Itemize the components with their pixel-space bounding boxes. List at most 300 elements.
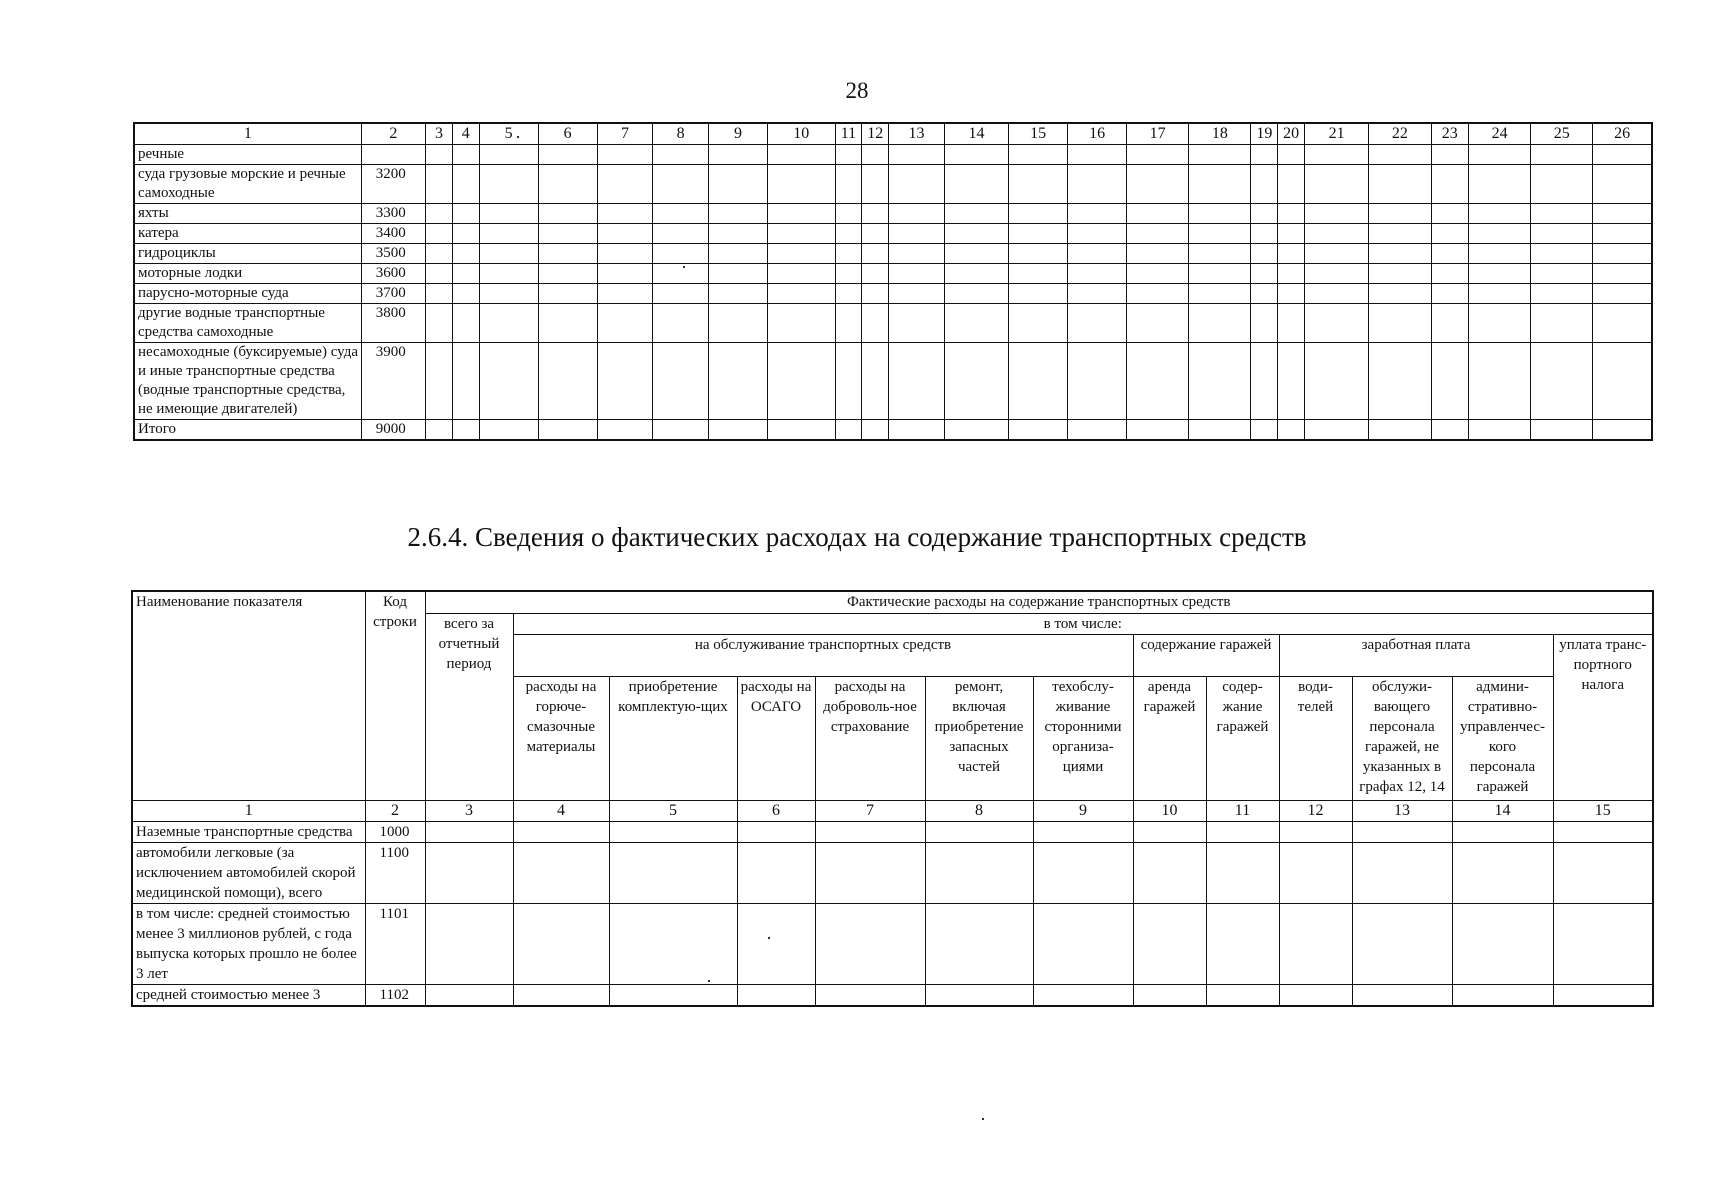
data-cell	[538, 224, 597, 244]
data-cell	[925, 984, 1033, 1006]
data-cell	[1553, 842, 1653, 903]
data-cell	[452, 284, 479, 304]
data-cell	[862, 224, 889, 244]
data-cell	[1133, 821, 1206, 842]
data-cell	[538, 165, 597, 204]
data-cell	[768, 165, 836, 204]
scan-speck	[982, 1118, 984, 1120]
data-cell	[597, 304, 653, 343]
data-cell	[1278, 264, 1305, 284]
data-cell	[1009, 264, 1068, 284]
data-cell	[653, 165, 709, 204]
data-cell	[737, 821, 815, 842]
column-number: 9	[1033, 800, 1133, 821]
table-row	[134, 264, 1652, 284]
data-cell	[1369, 165, 1431, 204]
column-number: 24	[1469, 123, 1531, 145]
data-cell	[1452, 821, 1553, 842]
data-cell	[709, 420, 768, 441]
transport-table-continued	[133, 122, 1653, 441]
data-cell	[944, 224, 1008, 244]
data-cell	[709, 165, 768, 204]
data-cell	[538, 420, 597, 441]
column-number: 7	[815, 800, 925, 821]
data-cell	[709, 304, 768, 343]
data-cell	[1305, 264, 1369, 284]
data-cell	[609, 842, 737, 903]
data-cell	[1593, 244, 1652, 264]
data-cell	[1431, 264, 1469, 284]
column-number: 25	[1531, 123, 1593, 145]
column-number: 26	[1593, 123, 1652, 145]
data-cell	[1369, 420, 1431, 441]
table-row	[134, 420, 1652, 441]
header-row-code: Код строки	[365, 591, 425, 800]
data-cell	[1278, 204, 1305, 224]
data-cell	[1068, 264, 1127, 284]
data-cell	[1068, 165, 1127, 204]
row-code: 3600	[361, 264, 425, 284]
column-number: 20	[1278, 123, 1305, 145]
data-cell	[426, 343, 453, 420]
data-cell	[1251, 204, 1278, 224]
data-cell	[1431, 204, 1469, 224]
table-row	[134, 244, 1652, 264]
data-cell	[1305, 145, 1369, 165]
data-cell	[653, 264, 709, 284]
data-cell	[597, 343, 653, 420]
data-cell	[862, 343, 889, 420]
data-cell	[426, 284, 453, 304]
data-cell	[709, 224, 768, 244]
data-cell	[1127, 244, 1189, 264]
data-cell	[1469, 165, 1531, 204]
data-cell	[426, 145, 453, 165]
header-garage-rent: аренда гаражей	[1133, 676, 1206, 800]
header-osago: расходы на ОСАГО	[737, 676, 815, 800]
data-cell	[597, 420, 653, 441]
data-cell	[479, 304, 538, 343]
column-number: 1	[132, 800, 365, 821]
data-cell	[835, 244, 862, 264]
data-cell	[1469, 204, 1531, 224]
data-cell	[944, 284, 1008, 304]
data-cell	[597, 165, 653, 204]
data-cell	[597, 244, 653, 264]
column-number: 11	[835, 123, 862, 145]
data-cell	[1251, 165, 1278, 204]
column-number: 2	[365, 800, 425, 821]
data-cell	[597, 284, 653, 304]
data-cell	[1452, 903, 1553, 984]
data-cell	[1278, 244, 1305, 264]
data-cell	[889, 224, 945, 244]
data-cell	[452, 244, 479, 264]
data-cell	[479, 420, 538, 441]
data-cell	[1127, 264, 1189, 284]
header-indicator-name: Наименование показателя	[132, 591, 365, 800]
data-cell	[1127, 204, 1189, 224]
data-cell	[653, 284, 709, 304]
header-garage-content: содер-жание гаражей	[1206, 676, 1279, 800]
row-code: 3300	[361, 204, 425, 224]
row-name: средней стоимостью менее 3	[132, 984, 365, 1006]
table-row	[132, 821, 1653, 842]
table-row	[134, 284, 1652, 304]
data-cell	[1369, 264, 1431, 284]
row-name: парусно-моторные суда	[134, 284, 361, 304]
column-number: 16	[1068, 123, 1127, 145]
data-cell	[768, 420, 836, 441]
data-cell	[1531, 304, 1593, 343]
data-cell	[1189, 284, 1251, 304]
data-cell	[1369, 244, 1431, 264]
data-cell	[452, 264, 479, 284]
data-cell	[768, 304, 836, 343]
data-cell	[653, 204, 709, 224]
column-number: 17	[1127, 123, 1189, 145]
data-cell	[1251, 224, 1278, 244]
data-cell	[835, 204, 862, 224]
data-cell	[1279, 842, 1352, 903]
row-code: 3800	[361, 304, 425, 343]
data-cell	[768, 204, 836, 224]
data-cell	[653, 145, 709, 165]
data-cell	[1278, 165, 1305, 204]
data-cell	[1593, 304, 1652, 343]
data-cell	[1279, 984, 1352, 1006]
row-name: яхты	[134, 204, 361, 224]
data-cell	[1531, 145, 1593, 165]
data-cell	[1352, 984, 1452, 1006]
data-cell	[1305, 224, 1369, 244]
data-cell	[1305, 165, 1369, 204]
data-cell	[768, 284, 836, 304]
row-code: 1100	[365, 842, 425, 903]
data-cell	[768, 244, 836, 264]
data-cell	[815, 903, 925, 984]
data-cell	[1469, 304, 1531, 343]
header-garage-upkeep: содержание гаражей	[1133, 634, 1279, 676]
row-code: 3400	[361, 224, 425, 244]
scan-speck	[708, 980, 710, 982]
data-cell	[1593, 284, 1652, 304]
data-cell	[452, 420, 479, 441]
data-cell	[835, 224, 862, 244]
data-cell	[1009, 204, 1068, 224]
data-cell	[768, 264, 836, 284]
data-cell	[1305, 420, 1369, 441]
data-cell	[1009, 224, 1068, 244]
row-name: несамоходные (буксируемые) суда и иные транспортные средства (водные транспортные средства, не имеющие двигателей)	[134, 343, 361, 420]
data-cell	[925, 903, 1033, 984]
column-number: 12	[862, 123, 889, 145]
data-cell	[1127, 420, 1189, 441]
data-cell	[1431, 224, 1469, 244]
data-cell	[1009, 284, 1068, 304]
row-code: 3500	[361, 244, 425, 264]
data-cell	[597, 145, 653, 165]
data-cell	[1531, 420, 1593, 441]
data-cell	[1352, 842, 1452, 903]
data-cell	[1369, 145, 1431, 165]
data-cell	[1553, 984, 1653, 1006]
data-cell	[1068, 343, 1127, 420]
column-number: 6	[538, 123, 597, 145]
data-cell	[1189, 420, 1251, 441]
data-cell	[479, 224, 538, 244]
data-cell	[653, 420, 709, 441]
header-salary: заработная плата	[1279, 634, 1553, 676]
data-cell	[1189, 304, 1251, 343]
data-cell	[513, 821, 609, 842]
scan-speck	[683, 266, 685, 268]
data-cell	[709, 343, 768, 420]
data-cell	[1009, 304, 1068, 343]
data-cell	[425, 821, 513, 842]
data-cell	[889, 145, 945, 165]
header-service: на обслуживание транспортных средств	[513, 634, 1133, 676]
data-cell	[538, 204, 597, 224]
column-number: 4	[452, 123, 479, 145]
data-cell	[426, 204, 453, 224]
data-cell	[1369, 224, 1431, 244]
data-cell	[737, 984, 815, 1006]
header-repair: ремонт, включая приобретение запасных частей	[925, 676, 1033, 800]
data-cell	[1033, 821, 1133, 842]
data-cell	[1127, 224, 1189, 244]
data-cell	[944, 244, 1008, 264]
data-cell	[1127, 343, 1189, 420]
data-cell	[1251, 145, 1278, 165]
data-cell	[1452, 984, 1553, 1006]
data-cell	[944, 165, 1008, 204]
data-cell	[513, 903, 609, 984]
data-cell	[426, 165, 453, 204]
header-maintenance: техобслу-живание сторонними организа-циями	[1033, 676, 1133, 800]
data-cell	[1251, 420, 1278, 441]
data-cell	[1068, 244, 1127, 264]
data-cell	[479, 264, 538, 284]
data-cell	[815, 842, 925, 903]
data-cell	[944, 420, 1008, 441]
data-cell	[1009, 343, 1068, 420]
column-number: 21	[1305, 123, 1369, 145]
data-cell	[862, 304, 889, 343]
table-row	[134, 343, 1652, 420]
data-cell	[1278, 284, 1305, 304]
data-cell	[653, 244, 709, 264]
data-cell	[452, 145, 479, 165]
data-cell	[1009, 244, 1068, 264]
data-cell	[1531, 244, 1593, 264]
row-name: автомобили легковые (за исключением автомобилей скорой медицинской помощи), всего	[132, 842, 365, 903]
section-title: 2.6.4. Сведения о фактических расходах на содержание транспортных средств	[407, 522, 1307, 552]
column-number: 5	[609, 800, 737, 821]
data-cell	[1469, 284, 1531, 304]
data-cell	[1189, 244, 1251, 264]
data-cell	[1531, 343, 1593, 420]
data-cell	[1127, 165, 1189, 204]
data-cell	[835, 264, 862, 284]
data-cell	[479, 165, 538, 204]
column-number: 2	[361, 123, 425, 145]
data-cell	[538, 284, 597, 304]
data-cell	[609, 821, 737, 842]
data-cell	[1133, 842, 1206, 903]
table-row	[134, 304, 1652, 343]
data-cell	[425, 984, 513, 1006]
data-cell	[426, 304, 453, 343]
maintenance-costs-table	[131, 590, 1654, 1007]
data-cell	[609, 984, 737, 1006]
data-cell	[1033, 842, 1133, 903]
column-number: 23	[1431, 123, 1469, 145]
data-cell	[538, 304, 597, 343]
data-cell	[1352, 903, 1452, 984]
data-cell	[1593, 224, 1652, 244]
data-cell	[1068, 145, 1127, 165]
column-number: 11	[1206, 800, 1279, 821]
data-cell	[1593, 264, 1652, 284]
header-including: в том числе:	[513, 613, 1653, 634]
data-cell	[862, 284, 889, 304]
data-cell	[1305, 284, 1369, 304]
data-cell	[479, 145, 538, 165]
data-cell	[452, 224, 479, 244]
column-number: 13	[1352, 800, 1452, 821]
header-actual-costs: Фактические расходы на содержание транспортных средств	[425, 591, 1653, 613]
row-code: 3700	[361, 284, 425, 304]
data-cell	[653, 304, 709, 343]
column-number: 15	[1009, 123, 1068, 145]
data-cell	[889, 420, 945, 441]
data-cell	[1009, 145, 1068, 165]
data-cell	[426, 244, 453, 264]
table-header-row	[134, 123, 1652, 145]
data-cell	[1009, 165, 1068, 204]
data-cell	[1278, 343, 1305, 420]
data-cell	[1431, 145, 1469, 165]
data-cell	[1251, 343, 1278, 420]
column-number: 5	[479, 123, 538, 145]
data-cell	[1251, 244, 1278, 264]
column-number: 8	[925, 800, 1033, 821]
page-number: 28	[845, 78, 869, 103]
data-cell	[452, 204, 479, 224]
data-cell	[768, 343, 836, 420]
data-cell	[889, 244, 945, 264]
data-cell	[709, 284, 768, 304]
data-cell	[1033, 903, 1133, 984]
column-number: 3	[425, 800, 513, 821]
row-name: гидроциклы	[134, 244, 361, 264]
data-cell	[1278, 420, 1305, 441]
data-cell	[1369, 284, 1431, 304]
data-cell	[835, 420, 862, 441]
data-cell	[1251, 284, 1278, 304]
header-transport-tax: уплата транс-портного налога	[1553, 634, 1653, 800]
row-name: Наземные транспортные средства	[132, 821, 365, 842]
data-cell	[1133, 903, 1206, 984]
data-cell	[426, 264, 453, 284]
data-cell	[944, 343, 1008, 420]
data-cell	[1068, 204, 1127, 224]
data-cell	[925, 821, 1033, 842]
data-cell	[737, 903, 815, 984]
data-cell	[1553, 821, 1653, 842]
data-cell	[1593, 204, 1652, 224]
table-row	[134, 224, 1652, 244]
data-cell	[1033, 984, 1133, 1006]
data-cell	[513, 984, 609, 1006]
column-number: 3	[426, 123, 453, 145]
data-cell	[1127, 304, 1189, 343]
data-cell	[1352, 821, 1452, 842]
data-cell	[1189, 145, 1251, 165]
data-cell	[1531, 165, 1593, 204]
data-cell	[709, 145, 768, 165]
data-cell	[597, 204, 653, 224]
data-cell	[1189, 343, 1251, 420]
data-cell	[1369, 204, 1431, 224]
data-cell	[1369, 343, 1431, 420]
data-cell	[425, 842, 513, 903]
data-cell	[862, 420, 889, 441]
data-cell	[815, 984, 925, 1006]
column-number: 10	[768, 123, 836, 145]
data-cell	[1068, 224, 1127, 244]
data-cell	[862, 145, 889, 165]
data-cell	[538, 145, 597, 165]
data-cell	[1305, 304, 1369, 343]
data-cell	[925, 842, 1033, 903]
table-row	[134, 165, 1652, 204]
data-cell	[1531, 224, 1593, 244]
data-cell	[426, 224, 453, 244]
data-cell	[862, 264, 889, 284]
data-cell	[1593, 165, 1652, 204]
data-cell	[944, 304, 1008, 343]
column-number: 19	[1251, 123, 1278, 145]
table-row	[132, 903, 1653, 984]
data-cell	[835, 304, 862, 343]
data-cell	[513, 842, 609, 903]
data-cell	[1278, 145, 1305, 165]
data-cell	[1469, 244, 1531, 264]
data-cell	[1431, 420, 1469, 441]
data-cell	[1133, 984, 1206, 1006]
header-total-period: всего за отчетный период	[425, 613, 513, 800]
row-name: Итого	[134, 420, 361, 441]
data-cell	[709, 264, 768, 284]
data-cell	[709, 244, 768, 264]
table-row	[132, 984, 1653, 1006]
row-name: другие водные транспортные средства самоходные	[134, 304, 361, 343]
data-cell	[889, 264, 945, 284]
table-row	[134, 145, 1652, 165]
data-cell	[889, 204, 945, 224]
data-cell	[1279, 821, 1352, 842]
column-number: 4	[513, 800, 609, 821]
data-cell	[1206, 821, 1279, 842]
data-cell	[1469, 224, 1531, 244]
scan-speck	[517, 136, 519, 138]
data-cell	[1431, 284, 1469, 304]
data-cell	[426, 420, 453, 441]
data-cell	[1469, 264, 1531, 284]
data-cell	[768, 145, 836, 165]
